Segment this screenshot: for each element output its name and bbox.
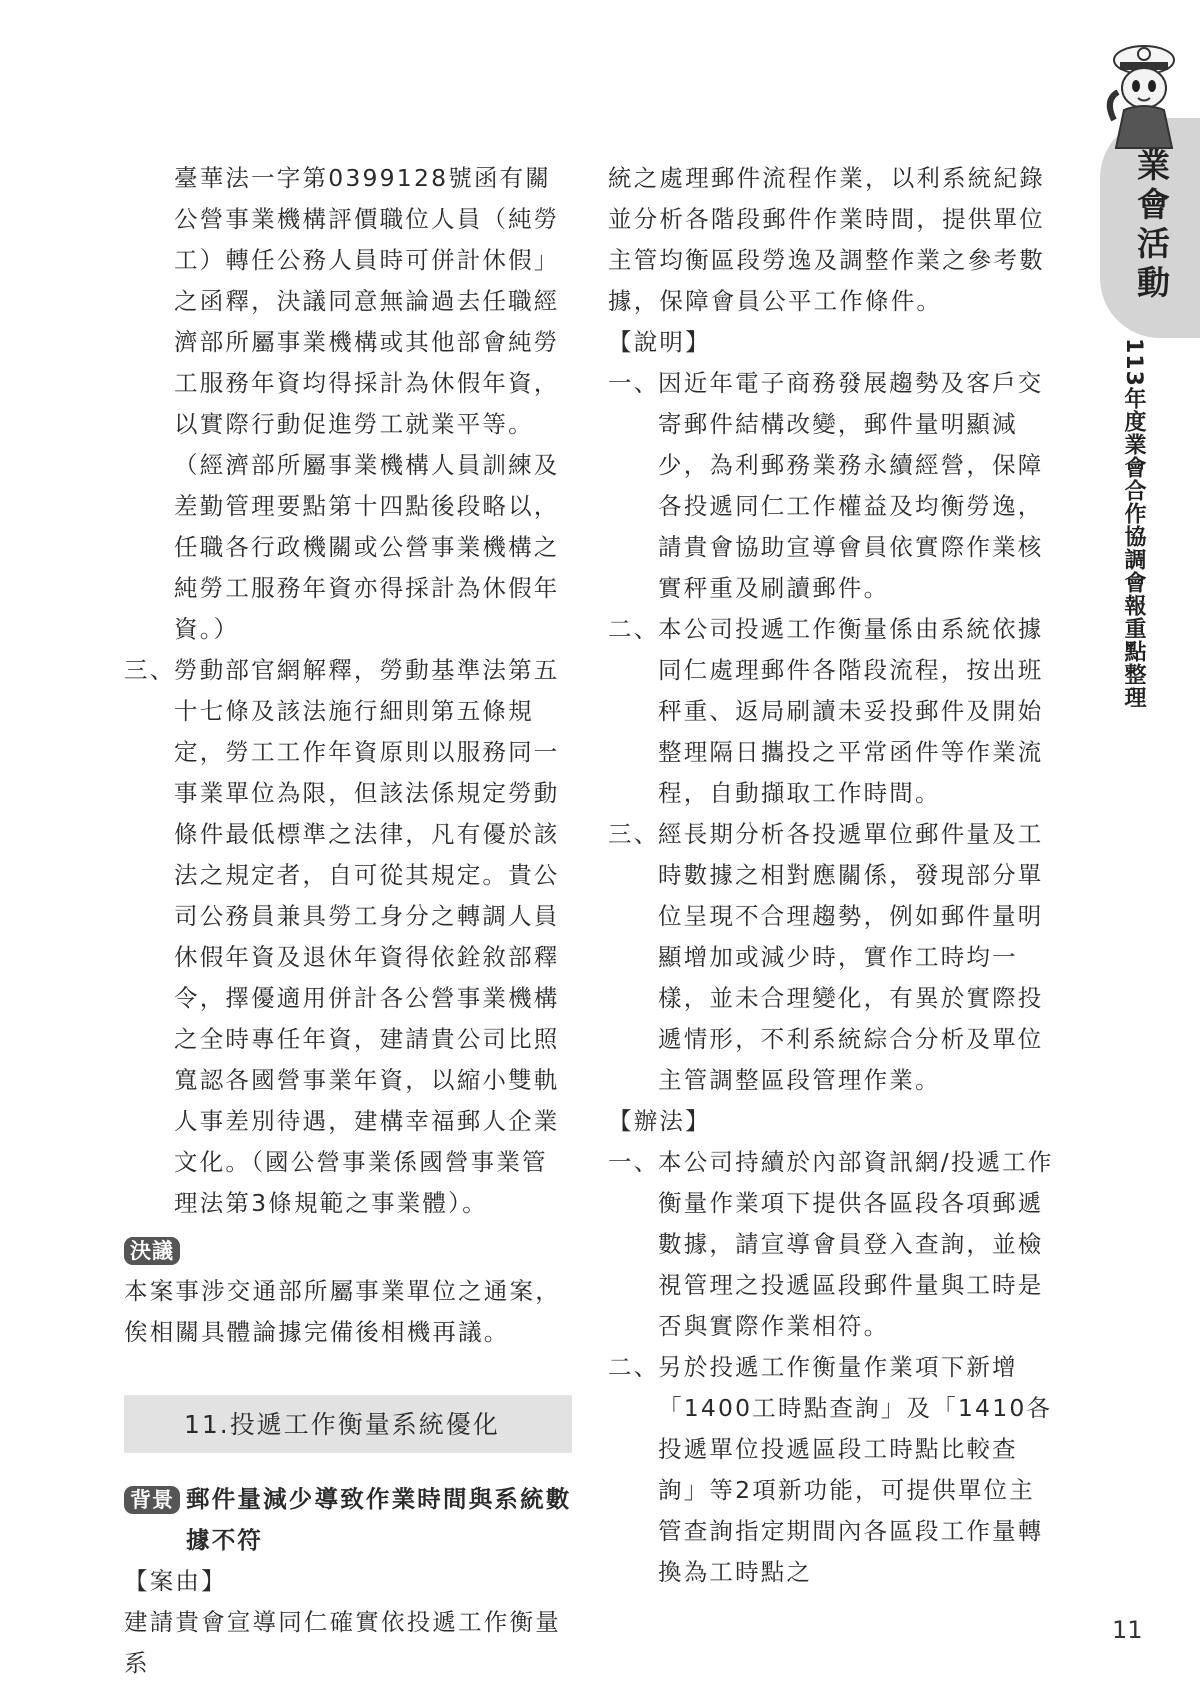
section-side-tab-label: 業會活動 xyxy=(1132,148,1171,304)
list-number: 二、 xyxy=(608,1353,660,1381)
list-number: 三、 xyxy=(124,656,176,684)
method-item-2 xyxy=(608,1347,1056,1593)
section-side-tab xyxy=(1100,118,1200,338)
case-text: 建請貴會宣導同仁確實依投遞工作衡量系 xyxy=(124,1608,561,1677)
list-text: 另於投遞工作衡量作業項下新增「1400工時點查詢」及「1410各投遞單位投遞區段工時點比較查詢」等2項新功能，可提供單位主管查詢指定期間內各區段工作量轉換為工時點之 xyxy=(658,1353,1053,1586)
left-list-item-3 xyxy=(124,650,572,1224)
explain-item-3 xyxy=(608,814,1056,1101)
list-text: 本公司持續於內部資訊網/投遞工作衡量作業項下提供各區段各項郵遞數據，請宣導會員登入查詢，並檢視管理之投遞區段郵件量與工時是否與實際作業相符。 xyxy=(658,1148,1054,1340)
list-text: 本公司投遞工作衡量係由系統依據同仁處理郵件各階段流程，按出班秤重、返局刷讀未妥投郵件及開始整理隔日攜投之平常函件等作業流程，自動擷取工作時間。 xyxy=(658,615,1044,807)
list-text: 經長期分析各投遞單位郵件量及工時數據之相對應關係，發現部分單位呈現不合理趨勢，例如郵件量明顯增加或減少時，實作工時均一樣，並未合理變化，有異於實際投遞情形，不利系統綜合分析及單位主管調整區段管理作業。 xyxy=(658,820,1044,1094)
list-number: 一、 xyxy=(608,369,660,397)
method-item-1 xyxy=(608,1142,1056,1347)
list-number: 一、 xyxy=(608,1148,660,1176)
explain-item-1 xyxy=(608,363,1056,609)
list-number: 三、 xyxy=(608,820,660,848)
explain-item-2 xyxy=(608,609,1056,814)
section-heading-box xyxy=(124,1395,572,1453)
page-number: 11 xyxy=(1112,1616,1143,1644)
running-title: 113年度業會合作協調會報重點整理 xyxy=(1121,338,1146,709)
background-line xyxy=(124,1479,572,1561)
case-text-continued: 統之處理郵件流程作業，以利系統紀錄並分析各階段郵件作業時間，提供單位主管均衡區段勞逸及調整作業之參考數據，保障會員公平工作條件。 xyxy=(608,164,1045,315)
right-column xyxy=(608,158,1056,1593)
resolution-block xyxy=(124,1230,572,1353)
list-text: 因近年電子商務發展趨勢及客戶交寄郵件結構改變，郵件量明顯減少，為利郵務業務永續經營，保障各投遞同仁工作權益及均衡勞逸，請貴會協助宣導會員依實際作業核實秤重及刷讀郵件。 xyxy=(658,369,1044,602)
explain-heading: 【說明】 xyxy=(608,328,711,356)
list-number: 二、 xyxy=(608,615,660,643)
left-column xyxy=(124,158,572,1684)
resolution-badge: 決議 xyxy=(124,1237,180,1265)
mascot-mailman-illustration xyxy=(1092,40,1192,150)
method-heading: 【辦法】 xyxy=(608,1107,711,1135)
case-heading: 【案由】 xyxy=(124,1567,227,1595)
list-text: 勞動部官網解釋，勞動基準法第五十七條及該法施行細則第五條規定，勞工工作年資原則以服務同一事業單位為限，但該法係規定勞動條件最低標準之法律，凡有優於該法之規定者，自可從其規定。貴公司公務員兼具勞工身分之轉調人員休假年資及退休年資得依銓敘部釋令，擇優適用併計各公營事業機構之全時專任年資，建請貴公司比照寬認各國營事業年資，以縮小雙軌人事差別待遇，建構幸福郵人企業文化。（國公營事業係國營事業管理法第3條規範之事業體）。 xyxy=(174,656,560,1217)
left-paragraph-continued: 臺華法一字第0399128號函有關公營事業機構評價職位人員（純勞工）轉任公務人員時可併計休假」之函釋，決議同意無論過去任職經濟部所屬事業機構或其他部會純勞工服務年資均得採計為休假年資，以實際行動促進勞工就業平等。（經濟部所屬事業機構人員訓練及差勤管理要點第十四點後段略以，任職各行政機關或公營事業機構之純勞工服務年資亦得採計為休假年資。） xyxy=(174,164,560,643)
background-text: 郵件量減少導致作業時間與系統數據不符 xyxy=(186,1485,572,1554)
section-title: 11.投遞工作衡量系統優化 xyxy=(184,1409,500,1439)
background-badge: 背景 xyxy=(124,1486,180,1514)
resolution-text: 本案事涉交通部所屬事業單位之通案，俟相關具體論據完備後相機再議。 xyxy=(124,1277,561,1346)
